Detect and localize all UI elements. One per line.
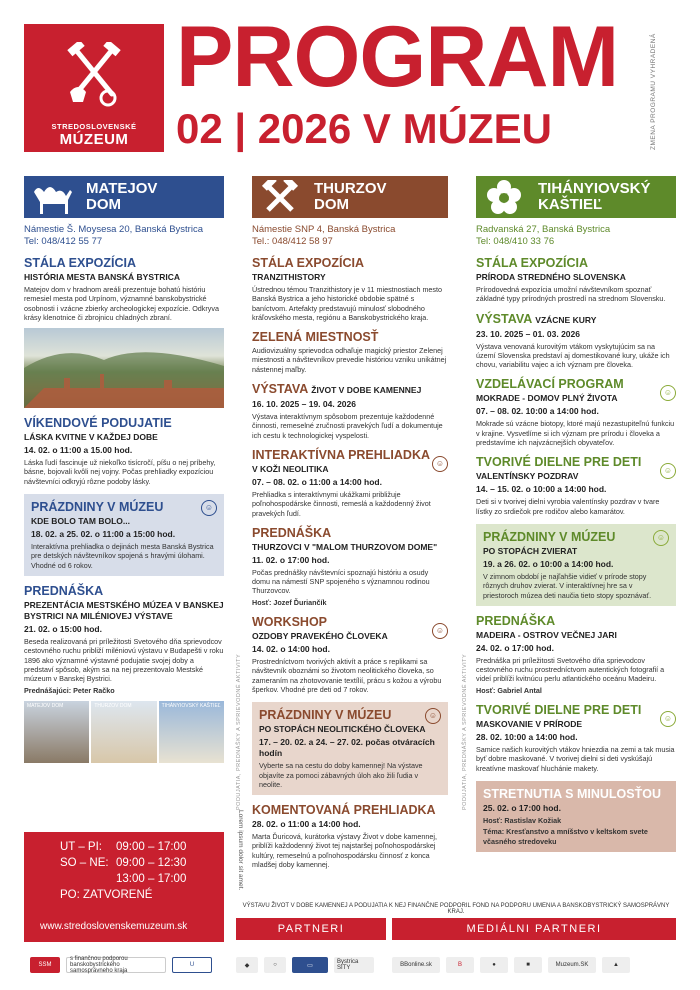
hours-label: UT – PI: bbox=[60, 841, 102, 853]
banska-bystrica-panorama-image bbox=[24, 328, 224, 408]
bystrica-sity-logo: Bystrica SITY bbox=[334, 957, 374, 973]
section-heading: STÁLA EXPOZÍCIA bbox=[252, 256, 365, 270]
camel-icon bbox=[24, 176, 80, 218]
guest: Hosť: Rastislav Kožiak bbox=[483, 815, 562, 825]
activities-note-right: PODUJATIA, PREDNÁŠKY A SPRIEVODNÉ AKTIVITY bbox=[462, 653, 468, 810]
media-logo-2: B bbox=[446, 957, 474, 973]
event-date: 17. – 20. 02. a 24. – 27. 02. počas otváracích hodín bbox=[259, 737, 435, 759]
event-title: MOKRADE - DOMOV PLNÝ ŽIVOTA bbox=[476, 393, 618, 404]
section-heading: PRÁZDNINY V MÚZEU bbox=[259, 708, 392, 723]
column-thurzov-dom bbox=[252, 176, 448, 869]
event-description: Matejov dom v hradnom areáli prezentuje bohatú históriu remesiel mesta pod Urpínom, významné banskobystrické osobnosti i vzácne zbierky archeologickej expozície. Odkryva krásy klenotnice či zbrojnicu chladných zbraní. bbox=[24, 285, 219, 322]
event-description: Prostredníctvom tvorivých aktivít a práce s replikami sa návštevník oboznámi so životom neolitického človeka, so zameraním na zhotovovanie textílií, prácu s kožou a výrobu šperkov. Vhodné pre deti od 7 rokov. bbox=[252, 657, 442, 694]
event-title: KDE BOLO TAM BOLO... bbox=[31, 516, 131, 527]
hammer-and-pick-logo-icon bbox=[62, 42, 126, 112]
event-description: Marta Ďuricová, kurátorka výstavy Život v dobe kamennej, priblíži každodenný život tej najstaršej poľnohospodárskej kultúry, remeselnú a poľnohospodársku činnosť z konca mladšej doby kamennej. bbox=[252, 832, 437, 870]
column-tihanyiovsky-kastiel bbox=[476, 176, 676, 852]
section-heading: TVORIVÉ DIELNE PRE DETI bbox=[476, 703, 642, 718]
theme: Téma: Kresťanstvo a mníšstvo v keltskom svete včasného stredoveku bbox=[483, 827, 648, 846]
closed-day: PO: ZATVORENÉ bbox=[60, 889, 153, 901]
child-face-icon: ☺ bbox=[432, 623, 448, 639]
sponsor-note: VÝSTAVU ŽIVOT V DOBE KAMENNEJ A PODUJATIA K NEJ FINANČNE PODPORIL FOND NA PODPORU UMENIA A BANSKOBYSTRICKÝ SAMOSPRÁVNY KRAJ. bbox=[242, 903, 670, 915]
event-date: 23. 10. 2025 – 01. 03. 2026 bbox=[476, 328, 580, 339]
guest: Hosť: Jozef Ďuriančík bbox=[252, 597, 327, 607]
media-logo-6: ▲ bbox=[602, 957, 630, 973]
section-heading: WORKSHOP bbox=[252, 615, 327, 630]
media-logo-4: ■ bbox=[514, 957, 542, 973]
hours-value: 13:00 – 17:00 bbox=[116, 873, 187, 885]
event-date: 11. 02. o 17:00 hod. bbox=[252, 554, 330, 565]
hammers-icon bbox=[252, 176, 308, 218]
building-photos bbox=[24, 701, 224, 763]
event-date: 28. 02. 10:00 a 14:00 hod. bbox=[476, 732, 578, 743]
tihanyiovsky-kastiel-title: TIHÁNYIOVSKÝ KAŠTIEĽ bbox=[538, 180, 651, 213]
event-date: 24. 02. o 17:00 hod. bbox=[476, 642, 554, 653]
event-date: 18. 02. a 25. 02. o 11:00 a 15:00 hod. bbox=[31, 529, 176, 540]
event-date: 21. 02. o 15:00 hod. bbox=[24, 623, 102, 634]
thurzov-dom-title: THURZOV DOM bbox=[314, 180, 387, 213]
child-face-icon: ☺ bbox=[425, 708, 441, 724]
matejov-dom-title: MATEJOV DOM bbox=[86, 180, 158, 213]
event-title: LÁSKA KVITNE V KAŽDEJ DOBE bbox=[24, 432, 158, 443]
lorem-note: Lorem ipsum dolor sit amet. bbox=[237, 810, 244, 891]
section-heading: PREDNÁŠKA bbox=[252, 525, 332, 540]
partner-logo-2: ○ bbox=[264, 957, 286, 973]
page-subtitle: 02 | 2026 V MÚZEU bbox=[176, 105, 552, 152]
event-title: MASKOVANIE V PRÍRODE bbox=[476, 719, 583, 730]
partner-logo-3: ▭ bbox=[292, 957, 328, 973]
thurzov-dom-header bbox=[252, 176, 448, 218]
event-description: Prednáška pri príležitosti Svetového dňa sprievodcov cestovného ruchu prostredníctvom autentických fotografií a videí priblíži kvitnúcu perlu atlantického oceánu Madeiru. bbox=[476, 655, 665, 684]
matejov-dom-header bbox=[24, 176, 224, 218]
hours-value: 09:00 – 17:00 bbox=[116, 841, 187, 853]
event-date: 07. – 08. 02. 10:00 a 14:00 hod. bbox=[476, 406, 599, 417]
event-description: Beseda realizovaná pri príležitosti Svetového dňa sprievodcov cestovného ruchu približí miléniovú výstavu v Budapešti v roku 1896 ako významné výstavné podujatie svojej doby a predstaví spôsob, akým sa na nej prezentovalo Mestské múzeum v Banskej Bystrici. bbox=[24, 636, 224, 684]
event-description: Interaktívna prehliadka o dejinách mesta Banská Bystrica pre detských návštevníkov spojená s hravými úlohami. Vhodné od 6 rokov. bbox=[31, 542, 214, 570]
opening-hours-box bbox=[24, 832, 224, 942]
muzeum-sk-logo: Muzeum.SK bbox=[548, 957, 596, 973]
event-description: Láska ľudí fascinuje už niekoľko tisícročí, píšu o nej príbehy, básne, bojovali kvôli nej vojny. Počas prehliadky expozíciou návštevníci odkryjú rôzne podoby lásky. bbox=[24, 458, 216, 486]
section-heading: PREDNÁŠKA bbox=[476, 613, 556, 628]
photo-thurzov-dom: THURZOV DOM bbox=[91, 701, 156, 763]
ssm-logo: SSM bbox=[30, 957, 60, 973]
hours-label: SO – NE: bbox=[60, 857, 109, 869]
event-title: MADEIRA - OSTROV VEČNEJ JARI bbox=[476, 629, 617, 640]
event-description: Audiovizuálny sprievodca odhaľuje magický priestor Zelenej miestnosti a návštevníkov prevedie históriou vzniku unikátnej nástennej maľby. bbox=[252, 346, 447, 374]
event-title: VALENTÍNSKY POZDRAV bbox=[476, 471, 579, 482]
photo-tihanyiovsky-kastiel: TIHÁNYIOVSKÝ KAŠTIEĽ bbox=[159, 701, 224, 763]
section-heading: STRETNUTIA S MINULOSŤOU bbox=[483, 786, 662, 801]
event-title: HISTÓRIA MESTA BANSKÁ BYSTRICA bbox=[24, 272, 180, 282]
event-description: Vyberte sa na cestu do doby kamennej! Na výstave objavíte za pomoci zábavných úloh ako žili ľudia v neolite. bbox=[259, 761, 423, 789]
section-heading: VZDELÁVACÍ PROGRAM bbox=[476, 377, 624, 392]
event-block bbox=[252, 615, 448, 636]
media-logos bbox=[392, 950, 676, 980]
logo-line-1: STREDOSLOVENSKÉ bbox=[51, 122, 137, 131]
event-title: PO STOPÁCH NEOLITICKÉHO ČLOVEKA bbox=[259, 724, 426, 735]
section-heading: STÁLA EXPOZÍCIA bbox=[476, 256, 589, 270]
event-description: Mokrade sú vzácne biotopy, ktoré majú nezastupiteľnú funkciu v krajine. Vysvetlíme si ich význam pre prírodu i človeka a predstavíme ich najvzácnejších obyvateľov. bbox=[476, 419, 675, 448]
event-block bbox=[476, 455, 676, 476]
section-heading: PRÁZDNINY V MÚZEU bbox=[31, 500, 164, 515]
event-date: 14. 02. o 11:00 a 15.00 hod. bbox=[24, 445, 133, 456]
event-date: 14. 02. o 14:00 hod. bbox=[252, 644, 330, 655]
child-face-icon: ☺ bbox=[653, 530, 669, 546]
event-description: V zimnom období je najľahšie vidieť v prírode stopy rôznych druhov zvierat. V interaktívnej hre sa v priestoroch múzea deti naučia tieto stopy spoznávať. bbox=[483, 571, 652, 600]
event-date: 28. 02. o 11:00 a 14:00 hod. bbox=[252, 819, 361, 830]
event-title: TRANZITHISTORY bbox=[252, 272, 326, 282]
event-title: V KOŽI NEOLITIKA bbox=[252, 463, 329, 474]
guest: Hosť: Gabriel Antal bbox=[476, 685, 542, 695]
event-date: 07. – 08. 02. o 11:00 a 14:00 hod. bbox=[252, 476, 382, 487]
event-date: 16. 10. 2025 – 19. 04. 2026 bbox=[252, 399, 356, 410]
flower-icon bbox=[476, 176, 532, 218]
section-heading: PREDNÁŠKA bbox=[24, 583, 104, 598]
event-description: Počas prednášky návštevníci spoznajú históriu a osudy domu na námestí SNP spojeného s významnou rodinou Thurzovcov. bbox=[252, 567, 430, 596]
bbsk-logo: s finančnou podporou banskobystrického samosprávneho kraja bbox=[66, 957, 166, 973]
media-logo-3: ● bbox=[480, 957, 508, 973]
event-description: Prírodovedná expozícia umožní návštevníkom spoznať základné typy prírodných prostredí na strednom Slovensku. bbox=[476, 285, 666, 304]
photo-matejov-dom: MATEJOV DOM bbox=[24, 701, 89, 763]
program-change-note: ZMENA PROGRAMU VYHRADENÁ bbox=[650, 33, 657, 150]
child-face-icon: ☺ bbox=[660, 463, 676, 479]
section-heading: STÁLA EXPOZÍCIA bbox=[24, 256, 137, 270]
thurzov-dom-address: Námestie SNP 4, Banská Bystrica Tel.: 048/412 58 97 bbox=[252, 224, 396, 247]
event-date: 19. a 26. 02. o 10:00 a 14:00 hod. bbox=[483, 558, 614, 569]
event-description: Deti si v tvorivej dielni vyrobia valentínsky pozdrav v tvare lístky zo srdiečok pre rodičov alebo kamarátov. bbox=[476, 497, 660, 516]
section-heading: VÝSTAVA VZÁCNE KURY bbox=[476, 311, 597, 326]
partner-logos bbox=[236, 950, 386, 980]
holiday-box bbox=[24, 494, 224, 576]
holiday-box bbox=[476, 524, 676, 606]
page-title: PROGRAM bbox=[176, 9, 619, 105]
child-face-icon: ☺ bbox=[432, 456, 448, 472]
column-matejov-dom bbox=[24, 176, 224, 763]
matejov-dom-address: Námestie Š. Moysesa 20, Banská Bystrica Tel: 048/412 55 77 bbox=[24, 224, 203, 247]
child-face-icon: ☺ bbox=[201, 500, 217, 516]
holiday-box bbox=[252, 702, 448, 795]
event-block bbox=[252, 447, 448, 468]
city-logo: ◆ bbox=[236, 957, 258, 973]
activities-note-left: PODUJATIA, PREDNÁŠKY A SPRIEVODNÉ AKTIVITY bbox=[236, 653, 242, 810]
event-date: 14. – 15. 02. o 10:00 a 14:00 hod. bbox=[476, 484, 607, 495]
event-title: THURZOVCI V "MALOM THURZOVOM DOME" bbox=[252, 541, 438, 552]
fpu-logo: U bbox=[172, 957, 212, 973]
section-heading: VÝSTAVA ŽIVOT V DOBE KAMENNEJ bbox=[252, 382, 422, 397]
section-heading: VÍKENDOVÉ PODUJATIE bbox=[24, 416, 172, 431]
event-title: PRÍRODA STREDNÉHO SLOVENSKA bbox=[476, 272, 626, 282]
media-partners-bar: MEDIÁLNI PARTNERI bbox=[392, 918, 676, 940]
event-description: Ústrednou témou Tranzithistory je v 11 miestnostiach mesto Banská Bystrica a jeho historické obdobie spätné s baníctvom. Artefakty predstavujú minulosť slobodného kráľovského mesta, regiónu a Banskobystrického kraja. bbox=[252, 285, 443, 322]
event-description: Výstava venovaná kurovitým vtákom vyskytujúcim sa na území Slovenska predstaví aj domestikované kury, ukáže ich chovu, variabilitu vajec a ich význam pre človeka. bbox=[476, 341, 670, 370]
event-description: Samice našich kurovitých vtákov hniezdia na zemi a tak musia byť dobre maskované. V tvorivej dielni si deti vyskúšajú kreatívne maskovať hluchánie makety. bbox=[476, 745, 675, 773]
event-title: PREZENTÁCIA MESTSKÉHO MÚZEA V BANSKEJ BYSTRICI NA MILÉNIOVEJ VÝSTAVE bbox=[24, 599, 224, 621]
event-block bbox=[476, 703, 676, 724]
bbonline-logo: BBonline.sk bbox=[392, 957, 440, 973]
section-heading: PRÁZDNINY V MÚZEU bbox=[483, 529, 616, 544]
section-heading: TVORIVÉ DIELNE PRE DETI bbox=[476, 455, 642, 470]
section-heading: INTERAKTÍVNA PREHLIADKA bbox=[252, 447, 431, 462]
section-heading: KOMENTOVANÁ PREHLIADKA bbox=[252, 803, 436, 818]
event-title: OZDOBY PRAVEKÉHO ČLOVEKA bbox=[252, 631, 388, 642]
child-face-icon: ☺ bbox=[660, 385, 676, 401]
event-title: PO STOPÁCH ZVIERAT bbox=[483, 545, 578, 556]
partners-bar: PARTNERI bbox=[236, 918, 386, 940]
museum-logo bbox=[24, 24, 164, 152]
logo-line-2: MÚZEUM bbox=[59, 131, 129, 148]
event-description: Prehliadka s interaktívnymi ukážkami približuje poľnohospodárske činnosti, remeslá a každodenný život pravekých ľudí. bbox=[252, 489, 431, 518]
tihanyiovsky-kastiel-header bbox=[476, 176, 676, 218]
section-heading: ZELENÁ MIESTNOSŤ bbox=[252, 330, 379, 345]
event-date: 25. 02. o 17:00 hod. bbox=[483, 802, 561, 813]
event-block bbox=[476, 377, 676, 398]
hours-value: 09:00 – 12:30 bbox=[116, 857, 187, 869]
tihanyiovsky-kastiel-address: Radvanská 27, Banská Bystrica Tel: 048/410 33 76 bbox=[476, 224, 611, 247]
event-description: Výstava interaktívnym spôsobom prezentuje každodenné činnosti, remeselné zručnosti pravekých ľudí a dokumentuje ich cestu k technologickej vyspelosti. bbox=[252, 412, 443, 440]
website-link[interactable]: www.stredoslovenskemuzeum.sk bbox=[40, 921, 188, 932]
meetings-box bbox=[476, 781, 676, 852]
child-face-icon: ☺ bbox=[660, 711, 676, 727]
lecturer: Prednášajúci: Peter Račko bbox=[24, 686, 115, 696]
funding-logos bbox=[30, 950, 226, 980]
